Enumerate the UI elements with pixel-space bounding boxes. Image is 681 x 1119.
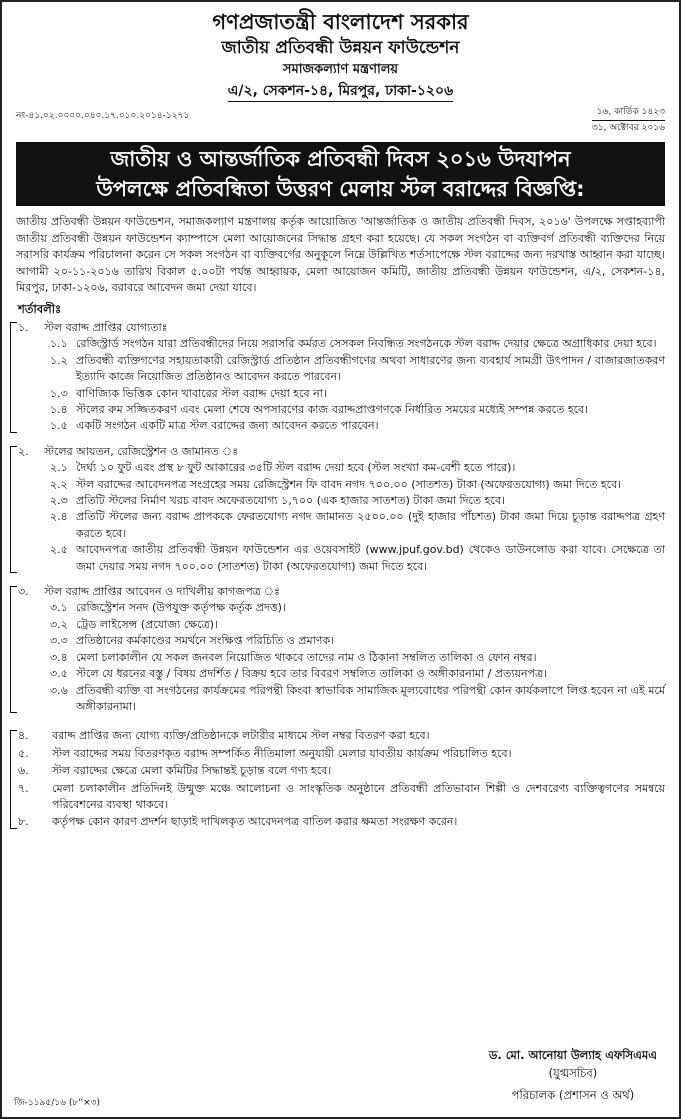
term-item-text: মেলা চলাকালীন যে সকল জনবল নিয়োজিত থাকবে তাদের নাম ও ঠিকানা সম্বলিত তালিকা ও ফোন নম্বর।	[76, 650, 537, 664]
term-item	[50, 418, 665, 434]
section-number: ৩.	[18, 585, 29, 599]
term-item-text: একটি সংগঠন একটি মাত্র স্টল বরাদ্দের জন্য আবেদন করতে পারবেন।	[76, 419, 379, 433]
general-term-text: বরাদ্দ প্রাপ্তির জন্য যোগ্য ব্যক্তি/প্রতিষ্ঠানকে লটারীর মাধ্যমে স্টল নম্বর বিতরণ করা হবে।	[52, 729, 430, 743]
term-item-number: ৩.১	[50, 601, 68, 615]
reference-row	[16, 106, 665, 140]
section-number: ১.	[18, 320, 29, 334]
date-english: ৩১, অক্টোবর ২০১৬	[591, 123, 665, 133]
terms-section	[16, 320, 665, 435]
term-item	[50, 683, 665, 716]
term-item-text: স্টল বরাদ্দের আবেদনপত্র সংগ্রহের সময় রেজিস্ট্রেশন ফি বাবদ নগদ ৭০০.০০ (সাতশত) টাকা (অফেরতযোগ্য) জমা দিতে হবে।	[76, 477, 622, 491]
term-item	[50, 402, 665, 418]
general-term-text: মেলা চলাকালীন প্রতিদিনই উন্মুক্ত মঞ্চে আলোচনা ও সাংস্কৃতিক অনুষ্ঠানে প্রতিবন্ধী প্রতিভাবান শিল্পী ও দেশবরেণ্য ব্যক্তিত্বগণের সমন্বয়ে পরিবেশনের ব্যবস্থা থাকবে।	[52, 781, 665, 811]
date-bangla: ১৬, কার্তিক ১৪২৩	[592, 106, 665, 121]
section-bracket	[10, 586, 17, 713]
section-title-text: স্টল বরাদ্দ প্রাপ্তির আবেদন ও দাখিলীয় কাগজপত্র ঃ	[44, 585, 280, 599]
general-term-number: ৬.	[18, 764, 29, 778]
general-term-text: স্টল বরাদ্দের সময় বিতরণকৃত বরাদ্দ সম্পর্কিত নীতিমালা অনুযায়ী মেলার যাবতীয় কার্যক্রম পরিচালিত হবে।	[52, 746, 512, 760]
term-item-text: স্টলের রুম সজ্জিতকরণ এবং মেলা শেষে অপসারণের কাজ বরাদ্দপ্রাপ্তগণকে নির্ধারিত সময়ের মধ্যেই সম্পন্ন করতে হবে।	[76, 403, 589, 416]
date-block	[592, 106, 665, 135]
office-address: এ/২, সেকশন-১৪, মিরপুর, ঢাকা-১২০৬	[228, 81, 454, 102]
term-item	[50, 542, 665, 575]
term-item	[50, 650, 665, 666]
term-item	[50, 353, 665, 386]
terms-heading: শর্তাবলীঃ	[18, 301, 62, 316]
term-item-text: ট্রেড লাইসেন্স (প্রযোজ্য ক্ষেত্রে)।	[76, 617, 218, 631]
term-item	[50, 336, 665, 352]
terms-sections	[16, 320, 665, 721]
term-item	[50, 509, 665, 542]
term-item-number: ২.২	[50, 477, 68, 491]
signature-block	[489, 1046, 657, 1104]
general-term-number: ৮.	[18, 815, 29, 829]
general-terms-bracket	[10, 730, 17, 828]
section-title	[16, 444, 665, 460]
term-item-number: ২.৪	[50, 510, 68, 524]
section-number: ২.	[18, 444, 29, 458]
general-term-text: কর্তৃপক্ষ কোন কারণ প্রদর্শন ছাড়াই দাখিলকৃত আবেদনপত্র বাতিল করার ক্ষমতা সংরক্ষণ করেন।	[52, 815, 458, 829]
term-item-number: ২.৫	[50, 543, 68, 557]
term-item	[50, 633, 665, 649]
organization-name: জাতীয় প্রতিবন্ধী উন্নয়ন ফাউন্ডেশন	[221, 38, 460, 58]
term-item-text: প্রতিবন্ধী ব্যক্তিগণের সহায়তাকারী রেজিস্ট্রার্ড প্রতিষ্ঠান প্রতিবন্ধীগণের অথবা সাধারণের জন্য ব্যবহার্য সামগ্রী উৎপাদন / বাজারজাতকরণ ইত্যাদি কাজে নিয়োজিত প্রতিষ্ঠানও আবেদন করতে পারবেন।	[76, 353, 665, 384]
memo-number: নং-৪১.০২.০০০০.০৪০.১৭.০১০.২০১৪-১২৭১	[16, 111, 190, 121]
term-item-number: ৩.৩	[50, 634, 68, 648]
section-bracket	[10, 446, 17, 573]
term-item	[50, 617, 665, 633]
government-title: গণপ্রজাতন্ত্রী বাংলাদেশ সরকার	[212, 10, 469, 34]
signatory-rank: (যুগ্মসচিব)	[548, 1066, 598, 1080]
term-item-text: প্রতিটি স্টলের জন্য বরাদ্দ প্রাপককে ফেরতযোগ্য নগদ জামানত ২৫০০.০০ (দুই হাজার পাঁচশত) টাকা জমা দিয়ে চূড়ান্ত বরাদ্দপত্র গ্রহণ করতে হবে।	[76, 510, 665, 540]
term-item-number: ৩.২	[50, 617, 68, 631]
general-term-item	[16, 728, 665, 744]
term-item	[50, 493, 665, 509]
term-item	[50, 600, 665, 616]
general-term-item	[16, 746, 665, 762]
term-item-text: স্টলে যে ধরনের বস্তু / বিষয় প্রদর্শিত / বিক্রয় হবে তার বিবরণ সম্বলিত তালিকা ও অঙ্গীকারনামা / প্রত্যয়নপত্র।	[76, 667, 548, 681]
term-item-number: ১.৩	[50, 386, 68, 400]
section-title	[16, 320, 665, 336]
general-term-text: স্টল বরাদ্দের ক্ষেত্রে মেলা কমিটির সিদ্ধান্তই চূড়ান্ত বলে গণ্য হবে।	[52, 764, 332, 778]
term-item	[50, 460, 665, 476]
general-term-number: ৪.	[18, 729, 29, 743]
section-bracket	[10, 322, 17, 433]
term-item-number: ১.১	[50, 337, 68, 351]
section-title-text: স্টল বরাদ্দ প্রাপ্তির যোগ্যতাঃ	[44, 320, 168, 334]
general-term-item	[16, 814, 665, 830]
term-item-number: ২.৩	[50, 494, 68, 508]
general-term-item	[16, 763, 665, 779]
term-item-number: ৩.৬	[50, 683, 68, 697]
terms-section	[16, 444, 665, 575]
term-item-number: ১.৪	[50, 403, 68, 416]
general-term-item	[16, 781, 665, 814]
general-terms	[16, 728, 665, 830]
term-item-text: রেজিস্ট্রেশন সনদ (উপযুক্ত কর্তৃপক্ষ কর্তৃক প্রদত্ত)।	[76, 601, 286, 615]
notice-title-banner	[16, 142, 665, 206]
term-item-number: ১.২	[50, 353, 68, 367]
term-item	[50, 386, 665, 402]
terms-section	[16, 584, 665, 715]
section-title-text: স্টলের আয়তন, রেজিস্ট্রেশন ও জামানত ঃ	[44, 444, 239, 458]
signatory-name: ড. মো. আনোয়া উল্যাহ এফসিএমএ	[488, 1048, 657, 1062]
title-line-2: উপলক্ষে প্রতিবন্ধিতা উত্তরণ মেলায় স্টল বরাদ্দের বিজ্ঞপ্তি:	[96, 177, 585, 201]
general-term-number: ৫.	[18, 746, 29, 760]
ministry-name: সমাজকল্যাণ মন্ত্রণালয়	[282, 62, 399, 77]
term-item-text: প্রতিষ্ঠানের কর্মকাণ্ডের সমর্থনে সংক্ষিপ্ত পরিচিতি ও প্রমাণক।	[76, 634, 335, 648]
signatory-designation: পরিচালক (প্রশাসন ও অর্থ)	[511, 1088, 635, 1102]
term-item-text: প্রতিবন্ধী ব্যক্তি বা সংগঠনের কার্যক্রমের পরিপন্থী কিংবা স্বাভাবিক সামাজিক মূল্যবোধের পরিপন্থী কোন কার্যকলাপে লিপ্ত হবেন না এই মর্মে অঙ্গীকারনামা।	[76, 683, 665, 713]
term-item-number: ১.৫	[50, 419, 68, 433]
title-line-1: জাতীয় ও আন্তর্জাতিক প্রতিবন্ধী দিবস ২০১৬ উদযাপন	[110, 147, 571, 171]
term-item-text: বাণিজ্যিক ভিত্তিক কোন খাবারের স্টল বরাদ্দ দেয়া হবে না।	[76, 386, 327, 400]
term-item-text: আবেদনপত্র জাতীয় প্রতিবন্ধী উন্নয়ন ফাউন্ডেশন এর ওয়েবসাইট (www.jpuf.gov.bd) থেকেও ডাউনলোড করা যাবে। সেক্ষেত্রে তা জমা দেয়ার সময় নগদ ৭০০.০০ (সাতশত) টাকা (অফেরতযোগ্য) জমা দিতে হবে।	[76, 543, 665, 573]
general-term-number: ৭.	[18, 781, 29, 795]
intro-paragraph: জাতীয় প্রতিবন্ধী উন্নয়ন ফাউন্ডেশন, সমাজকল্যাণ মন্ত্রণালয় কর্তৃক আয়োজিত 'আন্তর্জাতিক ও জাতীয় প্রতিবন্ধী দিবস, ২০১৬' উপলক্ষে সপ্তাহব্যাপী জাতীয় প্রতিবন্ধী উন্নয়ন ফাউন্ডেশন ক্যাম্পাসে মেলা আয়োজনের সিদ্ধান্ত গ্রহণ করা হয়েছে। যে সকল সংগঠন বা ব্যক্তিবর্গ প্রতিবন্ধী ব্যক্তিদের নিয়ে সরাসরি কার্যক্রম পরিচালনা করেন সে সকল সংগঠন বা ব্যক্তিবর্গের অনুকূলে নিম্নে উল্লিখিত শর্তসাপেক্ষে স্টল বরাদ্দের জন্য দরখাস্ত আহ্বান করা যাচ্ছে। আগামী ২০-১১-২০১৬ তারিখ বিকাল ৫.০০টা পর্যন্ত আহ্বায়ক, মেলা আয়োজন কমিটি, জাতীয় প্রতিবন্ধী উন্নয়ন ফাউন্ডেশন, এ/২, সেকশন-১৪, মিরপুর, ঢাকা-১২০৬, বরাবরে আবেদন জমা দেয়া যাবে।	[16, 215, 665, 295]
term-item-number: ৩.৪	[50, 650, 68, 664]
term-item-number: ৩.৫	[50, 667, 68, 681]
term-item-text: রেজিস্ট্রার্ড সংগঠন যারা প্রতিবন্ধীদের নিয়ে সরাসরি কর্মরত সেসকল নিবন্ধিত সংগঠনকে স্টল বরাদ্দ দেয়ার ক্ষেত্রে অগ্রাধিকার দেয়া হবে।	[76, 337, 657, 351]
section-title	[16, 584, 665, 600]
term-item-text: প্রতিটি স্টলের নির্মাণ খরচ বাবদ অফেরতযোগ্য ১,৭০০ (এক হাজার সাতশত) টাকা জমা দিতে হবে।	[76, 494, 505, 508]
term-item	[50, 477, 665, 493]
term-item-number: ২.১	[50, 461, 68, 475]
term-item	[50, 666, 665, 682]
letterhead	[16, 8, 665, 102]
footer-code: জি-১১৯৫/১৬ (৮''×৩)	[14, 1098, 101, 1108]
term-item-text: দৈর্ঘ্য ১০ ফুট এবং প্রস্থ ৮ ফুট আকারের ৩৫টি স্টল বরাদ্দ দেয়া হবে (স্টল সংখ্যা কম-বেশী হতে পারে)।	[76, 461, 516, 475]
